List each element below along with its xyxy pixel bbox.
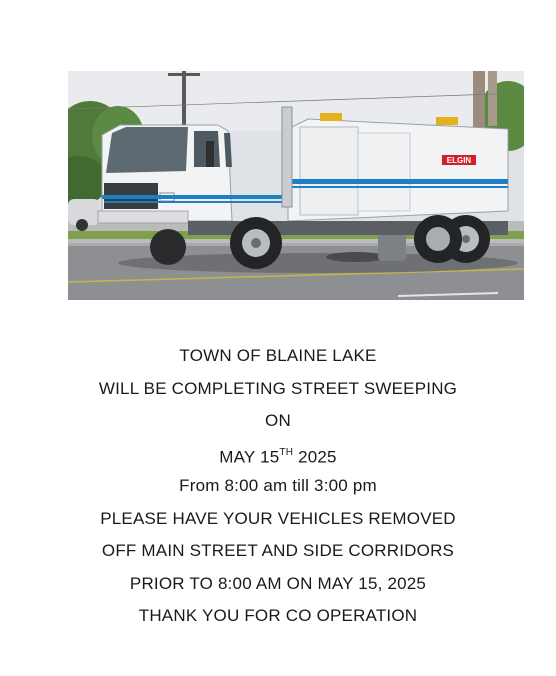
street-sweeper-photo [68,71,524,300]
notice-activity: WILL BE COMPLETING STREET SWEEPING [98,378,458,398]
notice-instruction: PLEASE HAVE YOUR VEHICLES REMOVED [100,508,456,528]
notice-text-block [0,340,556,633]
notice-date-ordinal: TH [279,446,294,458]
notice-date-year: 2025 [293,447,337,467]
street-sweeper-truck-icon [68,71,524,300]
notice-time-range: From 8:00 am till 3:00 pm [179,476,377,495]
notice-town-name: TOWN OF BLAINE LAKE [179,346,377,365]
notice-deadline: PRIOR TO 8:00 AM ON MAY 15, 2025 [129,573,427,593]
notice-date-prefix: MAY 15 [219,447,280,467]
brand-label: ELGIN [446,156,472,165]
notice-thanks: THANK YOU FOR CO OPERATION [138,606,418,625]
notice-location: OFF MAIN STREET AND SIDE CORRIDORS [101,541,455,560]
notice-date [0,438,556,471]
notice-on: ON [265,411,291,430]
